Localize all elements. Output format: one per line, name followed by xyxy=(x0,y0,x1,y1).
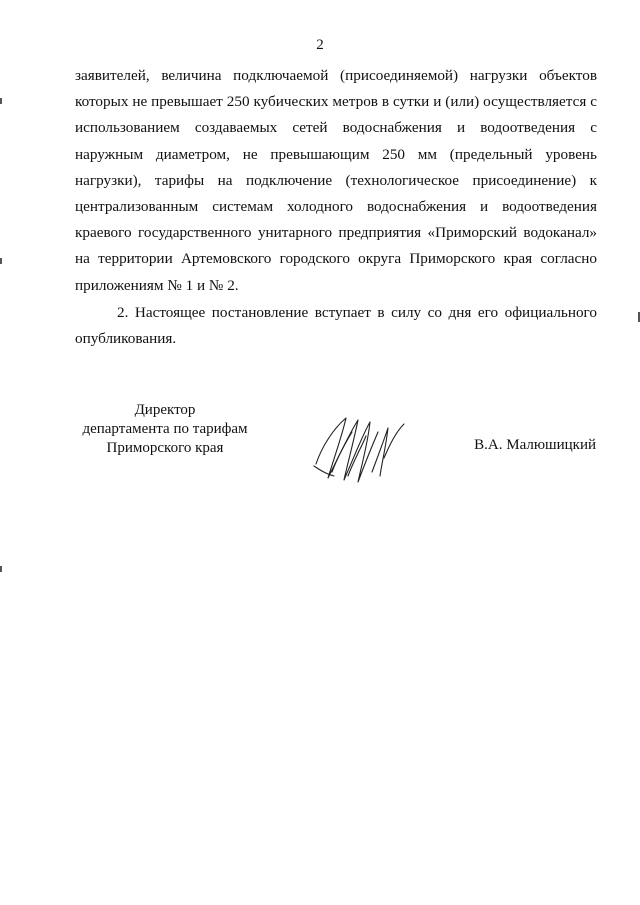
signer-name: В.А. Малюшицкий xyxy=(474,437,596,453)
page-number: 2 xyxy=(316,37,324,53)
scan-edge-mark xyxy=(0,98,2,104)
scan-edge-mark xyxy=(0,566,2,572)
scan-edge-mark xyxy=(0,258,2,264)
position-line: департамента по тарифам xyxy=(82,421,248,437)
position-line: Приморского края xyxy=(106,440,224,456)
paragraph-effective-date: 2. Настоящее постановление вступает в силу со дня его официального опубликования. xyxy=(75,303,597,348)
signature-block xyxy=(0,401,640,491)
position-line: Директор xyxy=(134,402,196,418)
paragraph-continuation: заявителей, величина подключаемой (присоединяемой) нагрузки объектов которых не превышает 250 кубических метров в сутки и (или) осуществляется с использованием создаваемых сетей водоснабжения и водоотведения с наружным диаметром, не превышающим 250 мм (предельный уровень нагрузки), тарифы на подключение (технологическое присоединение) к централизованным системам холодного водоснабжения и водоотведения краевого государственного унитарного предприятия «Приморский водоканал» на территории Артемовского городского округа Приморского края согласно приложениям № 1 и № 2. xyxy=(75,67,597,294)
handwritten-signature xyxy=(312,406,408,486)
signatory-position xyxy=(75,401,255,458)
document-body xyxy=(75,63,597,352)
